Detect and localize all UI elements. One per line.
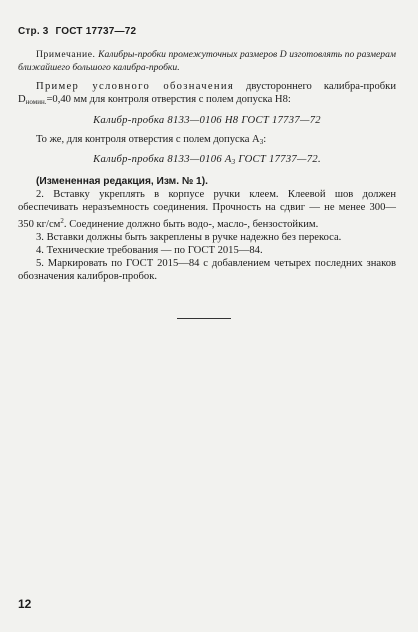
- note-paragraph: [18, 48, 396, 74]
- item-5: 5. Маркировать по ГОСТ 2015—84 с добавлением четырех последних знаков обозначения калибров-пробок.: [18, 258, 396, 283]
- item-2-superscript: 2: [60, 216, 64, 225]
- amendment-note: (Измененная редакция, Изм. № 1).: [36, 176, 208, 188]
- example-text-b: =0,40 мм для контроля отверстия с полем допуска H8:: [46, 94, 291, 106]
- note-label: Примечание.: [36, 49, 96, 60]
- item-2-text-a: 2. Вставку укреплять в корпусе ручки клеем. Клеевой шов должен обеспечивать неразъемность соединения. Прочность на сдвиг — не менее 300—350 кг/см: [18, 189, 396, 230]
- item-2-text-b: . Соединение должно быть водо-, масло-, бензостойким.: [63, 218, 319, 230]
- example-paragraph: [18, 80, 396, 109]
- same-text-b: :: [263, 133, 267, 145]
- note-text: Калибры-пробки промежуточных размеров D изготовлять по размерам ближайшего большого калибра-пробки.: [18, 49, 396, 73]
- end-rule: [177, 318, 231, 319]
- item-3: 3. Вставки должны быть закреплены в ручке надежно без перекоса.: [36, 231, 342, 243]
- page-header: [18, 26, 136, 37]
- same-paragraph: [18, 133, 396, 149]
- designation-2-b: ГОСТ 17737—72.: [235, 153, 321, 165]
- standard-number: ГОСТ 17737—72: [55, 26, 137, 37]
- example-lead: Пример условного обозначения: [36, 81, 235, 92]
- designation-2-a: Калибр-пробка 8133—0106 A: [93, 153, 232, 165]
- same-text-a: То же, для контроля отверстия с полем допуска A: [36, 133, 260, 145]
- page-label: Стр. 3: [18, 26, 49, 37]
- example-subscript: номин.: [25, 98, 47, 107]
- item-2: [18, 188, 396, 231]
- page-number: 12: [18, 597, 32, 611]
- designation-2: [18, 153, 396, 169]
- same-subscript: 3: [259, 137, 264, 146]
- designation-2-subscript: 3: [231, 157, 236, 166]
- item-4: 4. Технические требования — по ГОСТ 2015—84.: [36, 245, 263, 257]
- main-text: [18, 80, 396, 284]
- example-text-a: двустороннего калибра-пробки D: [18, 81, 396, 106]
- designation-1: Калибр-пробка 8133—0106 H8 ГОСТ 17737—72: [93, 115, 321, 127]
